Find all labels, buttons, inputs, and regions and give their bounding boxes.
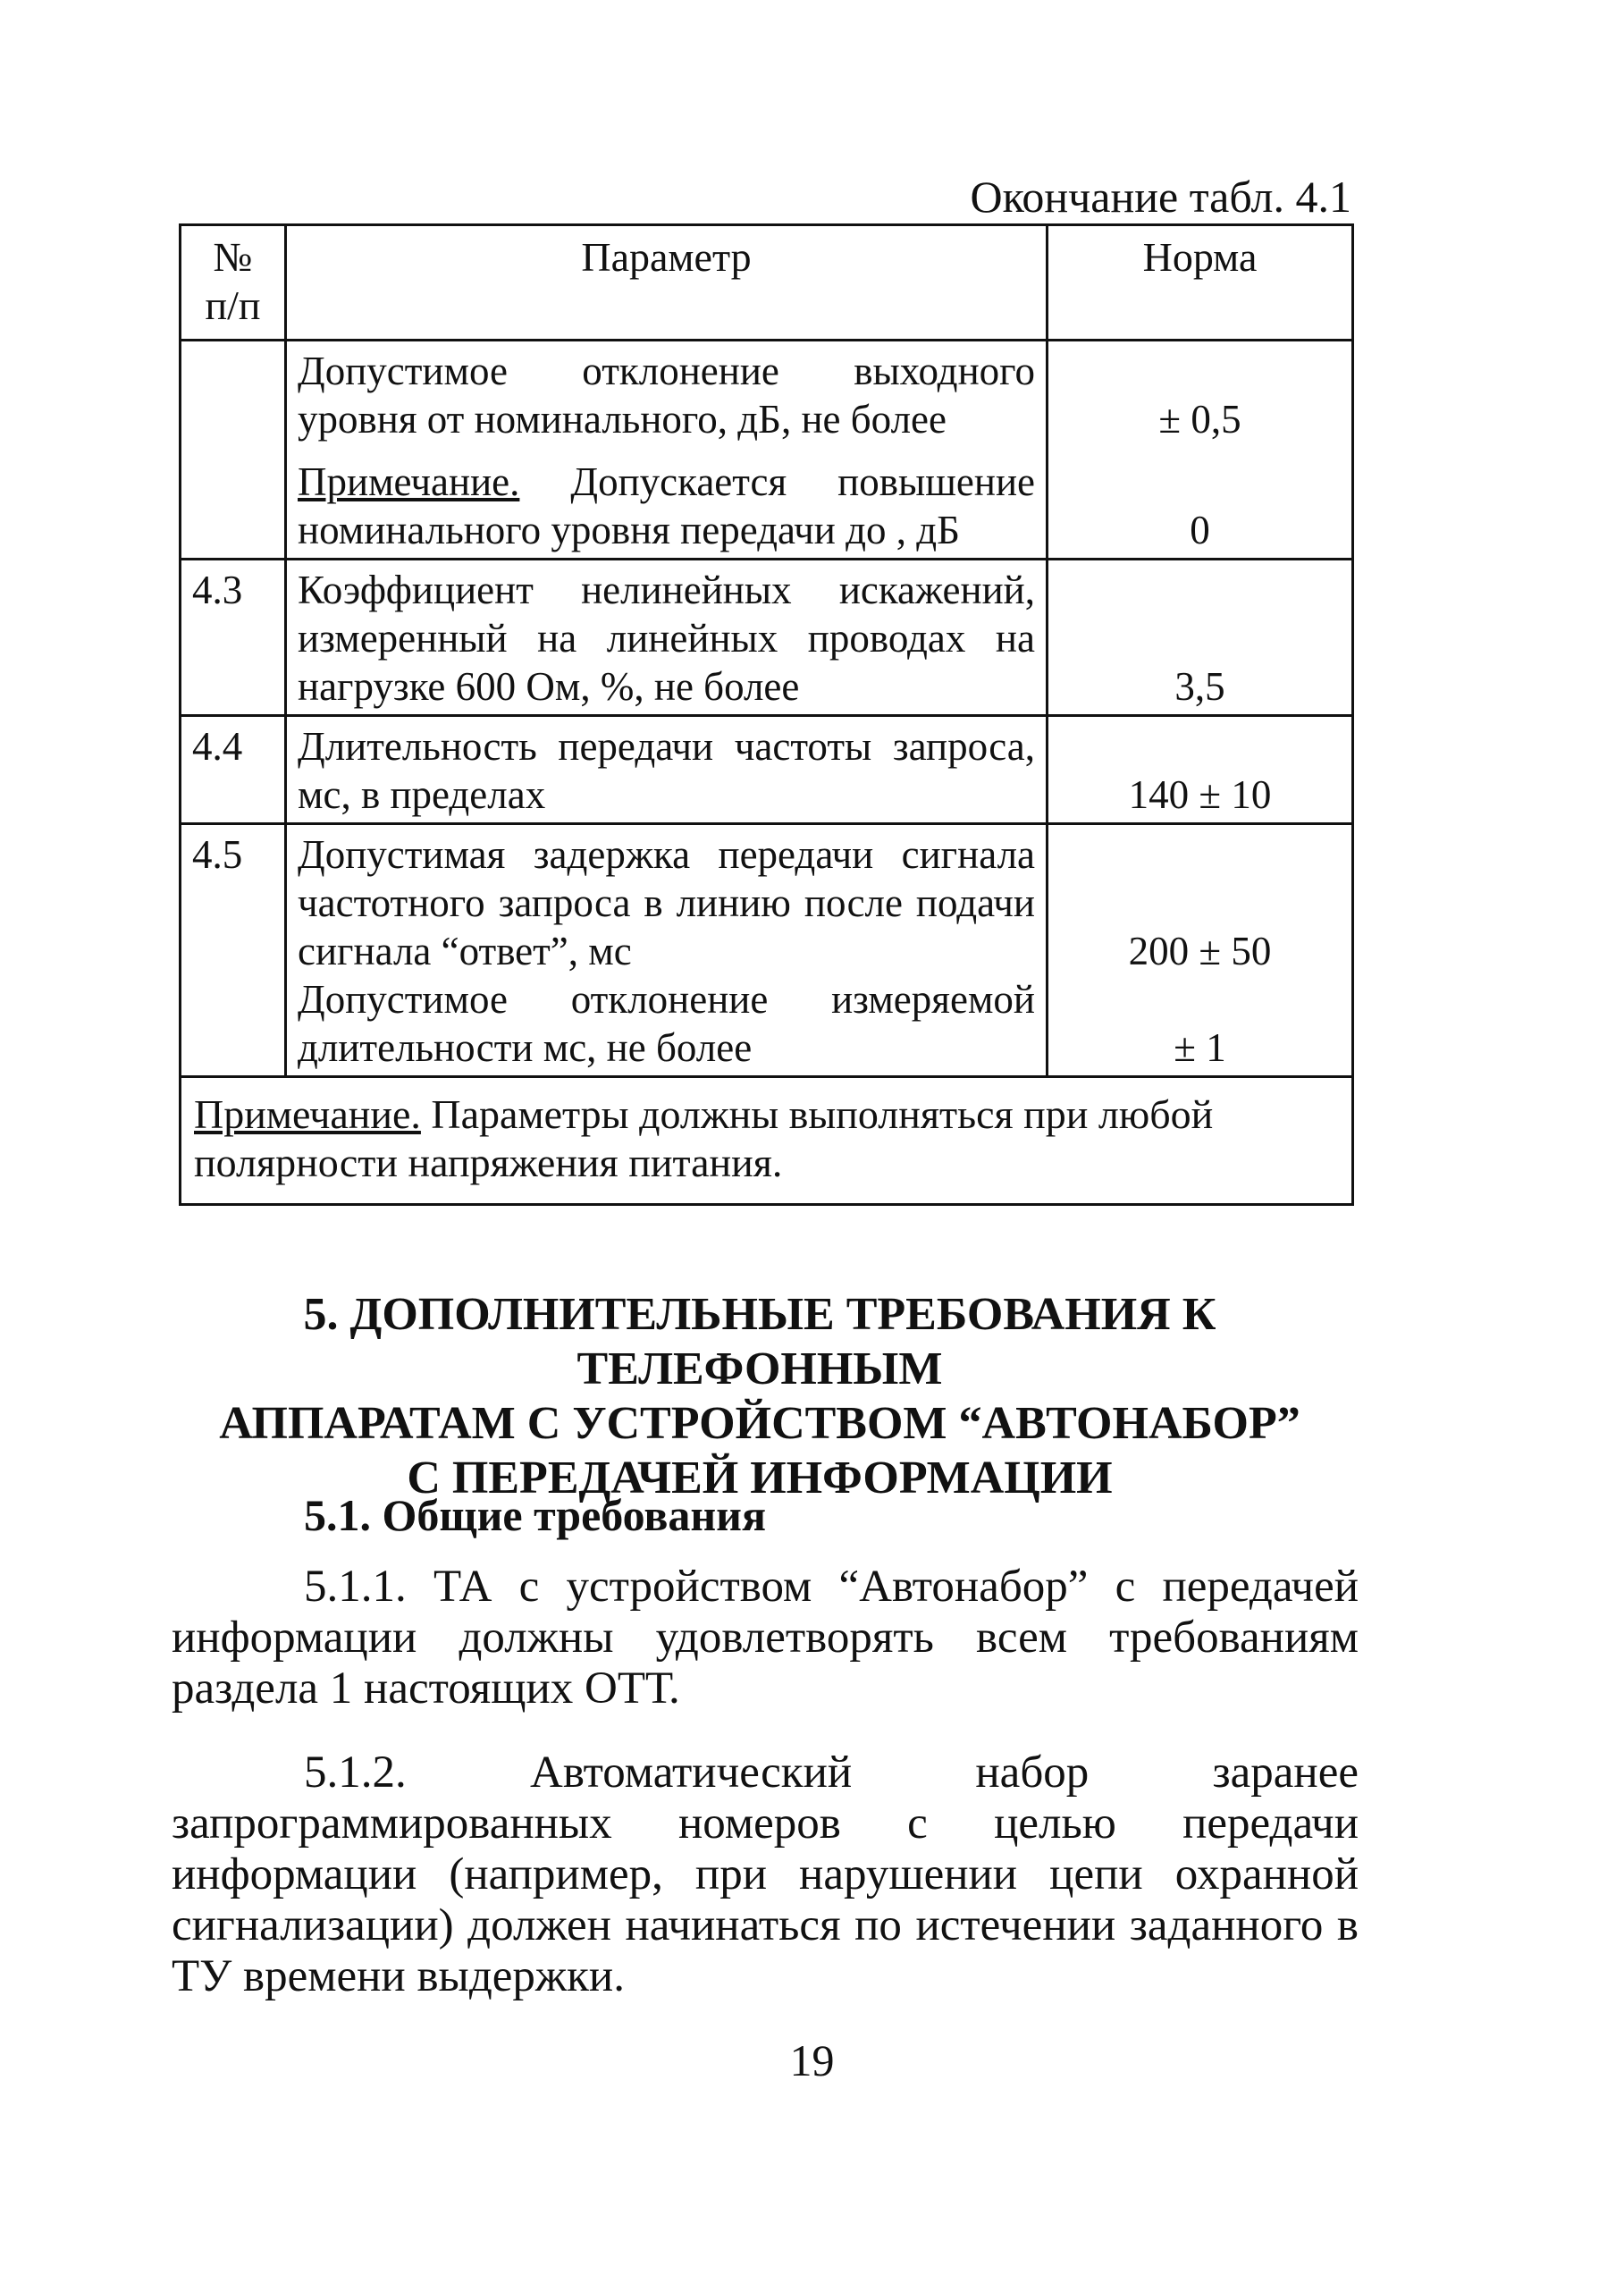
row-num: 4.5 xyxy=(181,824,286,1077)
header-num xyxy=(181,225,286,341)
note-text: Допускается повышение номинального уровня передачи до , дБ xyxy=(298,459,1035,552)
norm-value: ± 0,5 xyxy=(1158,397,1241,442)
table-row xyxy=(181,560,1353,716)
norm-value: 200 ± 50 xyxy=(1128,929,1272,973)
param-text: Допустимое отклонение выходного уровня от номинального, дБ, не более xyxy=(298,349,1035,442)
heading-line-3: С ПЕРЕДАЧЕЙ ИНФОРМАЦИИ xyxy=(407,1453,1113,1503)
row-norm xyxy=(1048,716,1353,824)
row-num: 4.3 xyxy=(181,560,286,716)
param-text: Коэффициент нелинейных искажений, измеренный на линейных проводах на нагрузке 600 Ом, %, не более xyxy=(298,568,1035,709)
row-norm xyxy=(1048,341,1353,560)
note-label: Примечание. xyxy=(298,459,520,504)
norm-note-value: 0 xyxy=(1190,508,1210,552)
row-param xyxy=(286,824,1048,1077)
table-footer-note xyxy=(181,1077,1353,1205)
row-norm xyxy=(1048,824,1353,1077)
table-row xyxy=(181,716,1353,824)
header-param: Параметр xyxy=(286,225,1048,341)
spec-table xyxy=(179,223,1354,1206)
row-param xyxy=(286,560,1048,716)
table-row xyxy=(181,341,1353,560)
norm-value: 140 ± 10 xyxy=(1128,772,1272,817)
param-extra-text: Допустимое отклонение измеряемой длительности мс, не более xyxy=(298,977,1035,1070)
param-text: Длительность передачи частоты запроса, мс, в пределах xyxy=(298,724,1035,817)
row-norm xyxy=(1048,560,1353,716)
footer-note-label: Примечание. xyxy=(194,1091,421,1137)
norm-extra-value: ± 1 xyxy=(1174,1025,1226,1070)
row-num: 4.4 xyxy=(181,716,286,824)
norm-value: 3,5 xyxy=(1174,664,1225,709)
paragraph-5-1-1: 5.1.1. ТА с устройством “Автонабор” с передачей информации должны удовлетворять всем требованиям раздела 1 настоящих ОТТ. xyxy=(172,1562,1359,1714)
section-heading xyxy=(143,1287,1376,1505)
header-num-label: № п/п xyxy=(205,234,261,328)
table-header-row xyxy=(181,225,1353,341)
row-param xyxy=(286,341,1048,560)
paragraph-5-1-2: 5.1.2. Автоматический набор заранее запрограммированных номеров с целью передачи информации (например, при нарушении цепи охранной сигнализации) должен начинаться по истечении заданного в ТУ времени выдержки. xyxy=(172,1748,1359,2001)
param-note xyxy=(298,458,1035,554)
heading-line-2: АППАРАТАМ С УСТРОЙСТВОМ “АВТОНАБОР” xyxy=(219,1398,1300,1449)
header-norm: Норма xyxy=(1048,225,1353,341)
table-row xyxy=(181,824,1353,1077)
subsection-heading: 5.1. Общие требования xyxy=(304,1490,767,1540)
heading-line-1: 5. ДОПОЛНИТЕЛЬНЫЕ ТРЕБОВАНИЯ К ТЕЛЕФОННЫМ xyxy=(303,1289,1216,1394)
param-text: Допустимая задержка передачи сигнала частотного запроса в линию после подачи сигнала “ответ”, мс xyxy=(298,832,1035,973)
row-num xyxy=(181,341,286,560)
page-number: 19 xyxy=(789,2035,835,2085)
table-footer-row xyxy=(181,1077,1353,1205)
table-caption: Окончание табл. 4.1 xyxy=(970,172,1351,222)
footer-note-text: Параметры должны выполняться при любой полярности напряжения питания. xyxy=(194,1091,1214,1185)
row-param xyxy=(286,716,1048,824)
